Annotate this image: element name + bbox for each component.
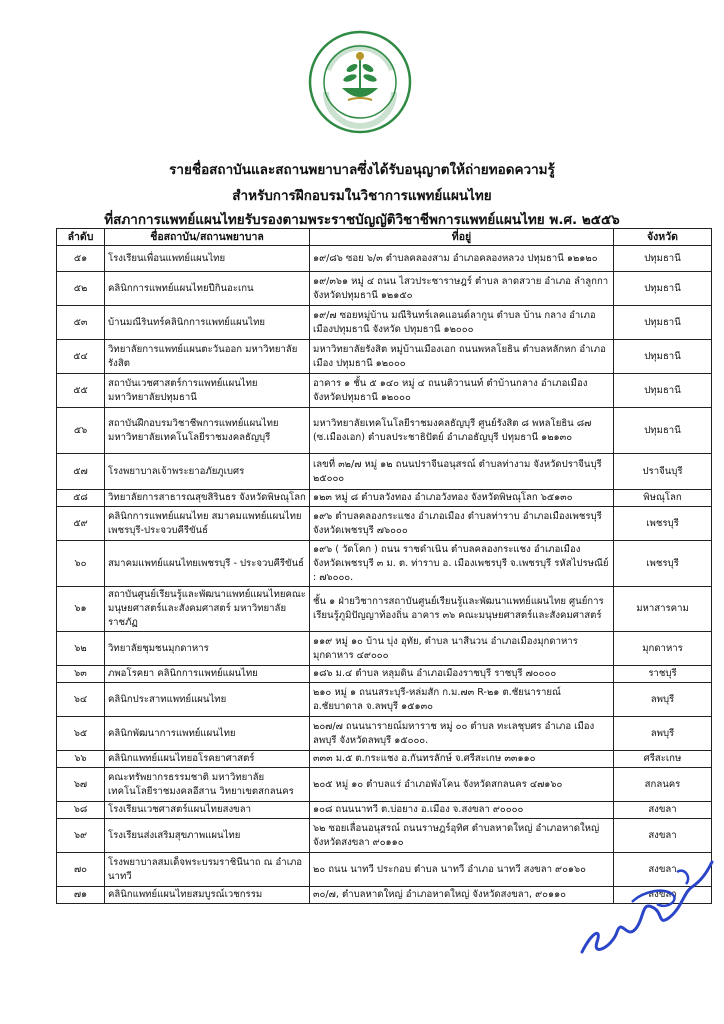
table-row bbox=[57, 768, 712, 802]
col-header-province: จังหวัด bbox=[614, 229, 712, 246]
col-header-no: ลำดับ bbox=[57, 229, 105, 246]
institution-address: ๑๘๖ ม.๔ ตำบล หลุมดิน อำเภอเมืองราชบุรี ราชบุรี ๗๐๐๐๐ bbox=[310, 666, 614, 683]
institution-name: คลินิกแพทย์แผนไทยสมบูรณ์เวชกรรม bbox=[105, 887, 310, 904]
province-name: ปทุมธานี bbox=[614, 340, 712, 374]
institution-name: โรงเรียนเพื่อนแพทย์แผนไทย bbox=[105, 246, 310, 272]
institution-name: วิทยาลัยการแพทย์แผนตะวันออก มหาวิทยาลัยรังสิต bbox=[105, 340, 310, 374]
province-name: สกลนคร bbox=[614, 768, 712, 802]
institution-name: บ้านมณีรินทร์คลินิกการแพทย์แผนไทย bbox=[105, 306, 310, 340]
province-name: สงขลา bbox=[614, 887, 712, 904]
province-name: ลพบุรี bbox=[614, 683, 712, 717]
institution-address: อาคาร ๑ ชั้น ๕ ๑๔๐ หมู่ ๔ ถนนติวานนท์ ตำบ้านกลาง อำเภอเมืองจังหวัดปทุมธานี ๑๒๐๐๐ bbox=[310, 374, 614, 408]
institution-name: โรงพยาบาลเจ้าพระยาอภัยภูเบศร bbox=[105, 454, 310, 490]
province-name: ปทุมธานี bbox=[614, 306, 712, 340]
table-row bbox=[57, 666, 712, 683]
province-name: ราชบุรี bbox=[614, 666, 712, 683]
table-row bbox=[57, 408, 712, 454]
province-name: สงขลา bbox=[614, 853, 712, 887]
table-row bbox=[57, 717, 712, 751]
row-number: ๖๒ bbox=[57, 632, 105, 666]
institution-name: วิทยาลัยการสาธารณสุขสิรินธร จังหวัดพิษณุโลก bbox=[105, 490, 310, 507]
row-number: ๖๓ bbox=[57, 666, 105, 683]
institution-address: ๑๙/๓๖๑ หมู่ ๔ ถนน ไสวประชาราษฎร์ ตำบล ลาดสวาย อำเภอ ลำลูกกา จังหวัดปทุมธานี ๑๒๑๕๐ bbox=[310, 272, 614, 306]
row-number: ๖๑ bbox=[57, 587, 105, 632]
institution-address: ๒๑๐ หมู่ ๑ ถนนสระบุรี-หล่มสัก ก.ม.๗๓ R-๒๑ ต.ชัยนารายณ์ อ.ชัยบาดาล จ.ลพบุรี ๑๕๑๓๐ bbox=[310, 683, 614, 717]
table-row bbox=[57, 802, 712, 819]
institution-name: คลินิกการแพทย์แผนไทยปีกินอะเกน bbox=[105, 272, 310, 306]
institution-name: คณะทรัพยากรธรรมชาติ มหาวิทยาลัยเทคโนโลยีราชมงคลอีสาน วิทยาเขตสกลนคร bbox=[105, 768, 310, 802]
province-name: มหาสารคาม bbox=[614, 587, 712, 632]
province-name: ปทุมธานี bbox=[614, 408, 712, 454]
institution-name: สมาคมแพทย์แผนไทยเพชรบุรี - ประจวบคีรีขันธ์ bbox=[105, 541, 310, 587]
table-row bbox=[57, 374, 712, 408]
table-row bbox=[57, 246, 712, 272]
institution-table bbox=[56, 228, 712, 904]
row-number: ๖๐ bbox=[57, 541, 105, 587]
table-row bbox=[57, 340, 712, 374]
table-header-row bbox=[57, 229, 712, 246]
row-number: ๖๙ bbox=[57, 819, 105, 853]
row-number: ๖๕ bbox=[57, 717, 105, 751]
province-name: เพชรบุรี bbox=[614, 541, 712, 587]
institution-address: ๑๙/๗ ซอยหมู่บ้าน มณีรินทร์เลคแอนด์ลากูน ตำบล บ้าน กลาง อำเภอเมืองปทุมธานี จังหวัด ปทุมธานี ๑๒๐๐๐ bbox=[310, 306, 614, 340]
table-row bbox=[57, 454, 712, 490]
row-number: ๖๘ bbox=[57, 802, 105, 819]
institution-name: โรงเรียนเวชศาสตร์แผนไทยสงขลา bbox=[105, 802, 310, 819]
institution-address: ๑๐๘ ถนนนาทวี ต.บ่อยาง อ.เมือง จ.สงขลา ๙๐๐๐๐ bbox=[310, 802, 614, 819]
institution-address: มหาวิทยาลัยเทคโนโลยีราชมงคลธัญบุรี ศูนย์รังสิต ๘ พหลโยธิน ๘๗ (ซ.เมืองเอก) ตำบลประชาธิปัตย์ อำเภอธัญบุรี ปทุมธานี ๑๒๑๓๐ bbox=[310, 408, 614, 454]
institution-address: ๒๐๗/๗ ถนนนารายณ์มหาราช หมู่ ๐๐ ตำบล ทะเลชุบศร อำเภอ เมืองลพบุรี จังหวัดลพบุรี ๑๕๐๐๐. bbox=[310, 717, 614, 751]
row-number: ๗๐ bbox=[57, 853, 105, 887]
table-row bbox=[57, 272, 712, 306]
institution-address: ๑๙๖ ( วัดโคก ) ถนน ราชดำเนิน ตำบลคลองกระแชง อำเภอเมือง จังหวัดเพชรบุรี ๓ ม. ต. ท่าราบ อ. เมืองเพชรบุรี จ.เพชรบุรี รหัสไปรษณีย์ : ๗๖๐๐๐. bbox=[310, 541, 614, 587]
institution-address: ๓๓๓ ม.๕ ต.กระแชง อ.กันทรลักษ์ จ.ศรีสะเกษ ๓๓๑๑๐ bbox=[310, 751, 614, 768]
institution-name: คลินิกแพทย์แผนไทยอโรคยาศาสตร์ bbox=[105, 751, 310, 768]
table-row bbox=[57, 541, 712, 587]
province-name: มุกดาหาร bbox=[614, 632, 712, 666]
table-row bbox=[57, 632, 712, 666]
institution-name: โรงพยาบาลสมเด็จพระบรมราชินีนาถ ณ อำเภอนาทวี bbox=[105, 853, 310, 887]
institution-name: คลินิกพัฒนาการแพทย์แผนไทย bbox=[105, 717, 310, 751]
row-number: ๕๒ bbox=[57, 272, 105, 306]
institution-address: มหาวิทยาลัยรังสิต หมู่บ้านเมืองเอก ถนนพหลโยธิน ตำบลหลักหก อำเภอเมือง ปทุมธานี ๑๒๐๐๐ bbox=[310, 340, 614, 374]
row-number: ๕๖ bbox=[57, 408, 105, 454]
institution-address: ๑๙/๘๖ ซอย ๖/๓ ตำบลคลองสาม อำเภอคลองหลวง ปทุมธานี ๑๒๑๒๐ bbox=[310, 246, 614, 272]
row-number: ๕๕ bbox=[57, 374, 105, 408]
institution-address: เลขที่ ๓๒/๗ หมู่ ๑๒ ถนนปราจีนอนุสรณ์ ตำบลท่างาม จังหวัดปราจีนบุรี ๒๕๐๐๐ bbox=[310, 454, 614, 490]
province-name: ปทุมธานี bbox=[614, 246, 712, 272]
institution-name: คลินิกประสาทแพทย์แผนไทย bbox=[105, 683, 310, 717]
province-name: ลพบุรี bbox=[614, 717, 712, 751]
institution-address: ๑๙๖ ตำบลคลองกระแชง อำเภอเมือง ตำบลท่าราบ อำเภอเมืองเพชรบุรี จังหวัดเพชรบุรี ๗๖๐๐๐ bbox=[310, 507, 614, 541]
row-number: ๕๔ bbox=[57, 340, 105, 374]
row-number: ๖๔ bbox=[57, 683, 105, 717]
row-number: ๖๖ bbox=[57, 751, 105, 768]
institution-address: ๖๒ ซอยเลื่อนอนุสรณ์ ถนนราษฎร์อุทิศ ตำบลหาดใหญ่ อำเภอหาดใหญ่ จังหวัดสงขลา ๙๐๑๑๐ bbox=[310, 819, 614, 853]
row-number: ๕๑ bbox=[57, 246, 105, 272]
institution-name: สถาบันศูนย์เรียนรู้และพัฒนาแพทย์แผนไทยคณะมนุษยศาสตร์และสังคมศาสตร์ มหาวิทยาลัยราชภัฏ bbox=[105, 587, 310, 632]
row-number: ๗๑ bbox=[57, 887, 105, 904]
institution-name: โรงเรียนส่งเสริมสุขภาพแผนไทย bbox=[105, 819, 310, 853]
province-name: ปทุมธานี bbox=[614, 272, 712, 306]
institution-address: ชั้น ๑ ฝ่ายวิชาการสถาบันศูนย์เรียนรู้และพัฒนาแพทย์แผนไทย ศูนย์การเรียนรู้ภูมิปัญญาท้องถิ่น อาคาร ๓๖ คณะมนุษยศาสตร์และสังคมศาสตร์ bbox=[310, 587, 614, 632]
table-row bbox=[57, 587, 712, 632]
institution-name: วิทยาลัยชุมชนมุกดาหาร bbox=[105, 632, 310, 666]
handwritten-signature bbox=[572, 832, 722, 982]
row-number: ๕๗ bbox=[57, 454, 105, 490]
institution-address: ๓๐/๗, ตำบลหาดใหญ่ อำเภอหาดใหญ่ จังหวัดสงขลา, ๙๐๑๑๐ bbox=[310, 887, 614, 904]
institution-address: ๒๐ ถนน นาทวี ประกอบ ตำบล นาทวี อำเภอ นาทวี สงขลา ๙๐๑๖๐ bbox=[310, 853, 614, 887]
table-row bbox=[57, 683, 712, 717]
document-title-line-3: ที่สภาการแพทย์แผนไทยรับรองตามพระราชบัญญัติวิชาชีพการแพทย์แผนไทย พ.ศ. ๒๕๕๖ bbox=[104, 212, 620, 228]
province-name: พิษณุโลก bbox=[614, 490, 712, 507]
table-row bbox=[57, 507, 712, 541]
institution-name: สถาบันฝึกอบรมวิชาชีพการแพทย์แผนไทย มหาวิทยาลัยเทคโนโลยีราชมงคลธัญบุรี bbox=[105, 408, 310, 454]
institution-name: ภพอโรคยา คลินิกการแพทย์แผนไทย bbox=[105, 666, 310, 683]
table-row bbox=[57, 490, 712, 507]
province-name: สงขลา bbox=[614, 819, 712, 853]
table-row bbox=[57, 306, 712, 340]
row-number: ๖๗ bbox=[57, 768, 105, 802]
row-number: ๕๙ bbox=[57, 507, 105, 541]
row-number: ๕๘ bbox=[57, 490, 105, 507]
document-title-line-2: สำหรับการฝึกอบรมในวิชาการแพทย์แผนไทย bbox=[232, 188, 492, 204]
institution-name: สถาบันเวชศาสตร์การแพทย์แผนไทย มหาวิทยาลัยปทุมธานี bbox=[105, 374, 310, 408]
row-number: ๕๓ bbox=[57, 306, 105, 340]
province-name: สงขลา bbox=[614, 802, 712, 819]
table-row bbox=[57, 751, 712, 768]
institution-address: ๑๒๓ หมู่ ๘ ตำบลวังทอง อำเภอวังทอง จังหวัดพิษณุโลก ๖๕๑๓๐ bbox=[310, 490, 614, 507]
council-logo bbox=[308, 30, 412, 134]
province-name: ปทุมธานี bbox=[614, 374, 712, 408]
col-header-address: ที่อยู่ bbox=[310, 229, 614, 246]
document-title-line-1: รายชื่อสถาบันและสถานพยาบาลซึ่งได้รับอนุญาตให้ถ่ายทอดความรู้ bbox=[169, 162, 555, 178]
province-name: ศรีสะเกษ bbox=[614, 751, 712, 768]
institution-address: ๑๑๙ หมู่ ๑๐ บ้าน บุ่ง อุทัย, ตำบล นาสีนวน อำเภอเมืองมุกดาหาร มุกดาหาร ๔๙๐๐๐ bbox=[310, 632, 614, 666]
col-header-name: ชื่อสถาบัน/สถานพยาบาล bbox=[105, 229, 310, 246]
province-name: ปราจีนบุรี bbox=[614, 454, 712, 490]
institution-name: คลินิกการแพทย์แผนไทย สมาคมแพทย์แผนไทยเพชรบุรี-ประจวบคีรีขันธ์ bbox=[105, 507, 310, 541]
institution-address: ๒๐๕ หมู่ ๑๐ ตำบลแร่ อำเภอพังโคน จังหวัดสกลนคร ๔๗๑๖๐ bbox=[310, 768, 614, 802]
province-name: เพชรบุรี bbox=[614, 507, 712, 541]
